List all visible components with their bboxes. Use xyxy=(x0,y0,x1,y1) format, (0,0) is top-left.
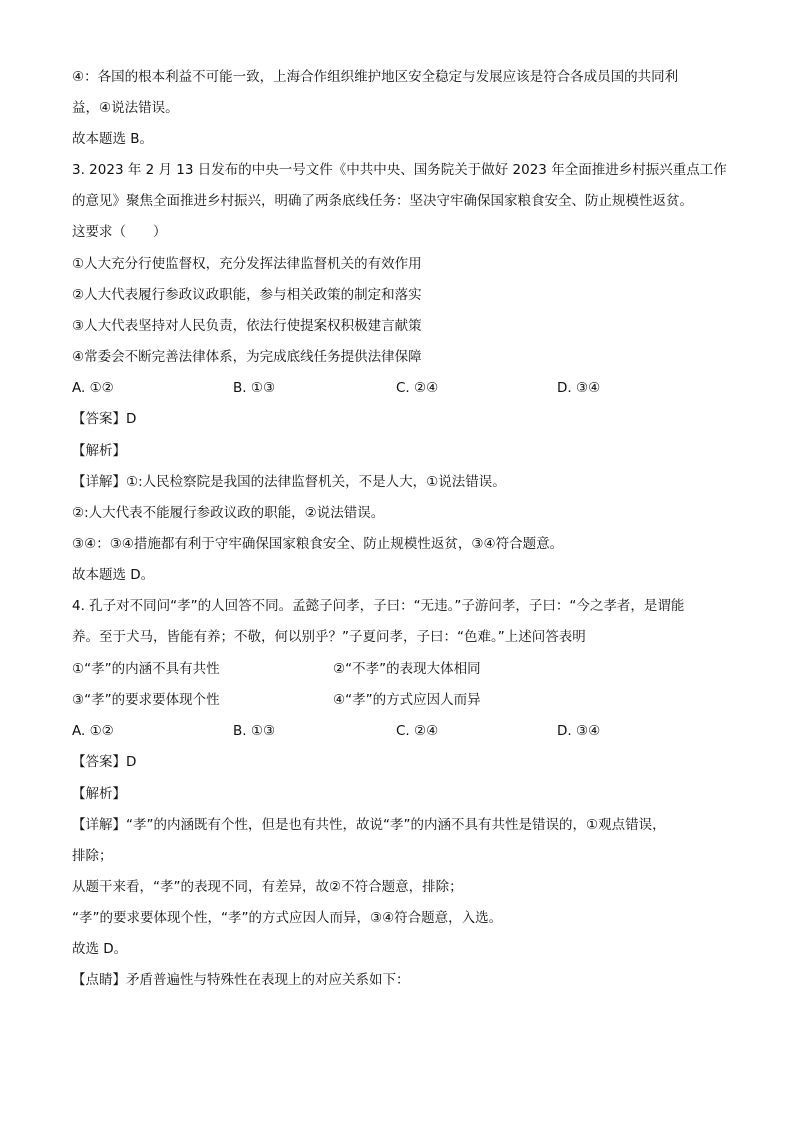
q4-item-2: ②“不孝”的表现大体相同 xyxy=(333,661,481,677)
q3-option-b: B. ①③ xyxy=(233,380,276,396)
q4-option-a: A. ①② xyxy=(72,723,114,739)
q4-item-1: ①“孝”的内涵不具有共性 xyxy=(72,661,220,677)
q4-stem-line-1: 4. 孔子对不同问“孝”的人回答不同。孟懿子问孝，子曰：“无违。”子游问孝，子曰：“今之孝者，是谓能 xyxy=(72,598,685,614)
prev-analysis-line-1: ④：各国的根本利益不可能一致，上海合作组织维护地区安全稳定与发展应该是符合各成员国的共同利 xyxy=(72,69,679,85)
q4-option-c: C. ②④ xyxy=(396,723,439,739)
q4-item-4: ④“孝”的方式应因人而异 xyxy=(333,692,481,708)
q3-detail-3: ③④：③④措施都有利于守牢确保国家粮食安全、防止规模性返贫，③④符合题意。 xyxy=(72,536,564,552)
q4-detail-3: 从题干来看，“孝”的表现不同，有差异，故②不符合题意，排除； xyxy=(72,879,463,895)
q4-detail-1: 【详解】“孝”的内涵既有个性，但是也有共性，故说“孝”的内涵不具有共性是错误的，①观点错误， xyxy=(72,817,666,833)
q3-stem-line-1: 3. 2023 年 2 月 13 日发布的中央一号文件《中共中央、国务院关于做好 2023 年全面推进乡村振兴重点工作 xyxy=(72,162,727,178)
q3-analysis-heading: 【解析】 xyxy=(72,443,126,459)
q3-item-1: ①人大充分行使监督权，充分发挥法律监督机关的有效作用 xyxy=(72,256,422,272)
q4-answer: 【答案】D xyxy=(72,754,137,770)
prev-conclusion: 故本题选 B。 xyxy=(72,131,154,147)
q4-detail-2: 排除； xyxy=(72,848,113,864)
q3-option-a: A. ①② xyxy=(72,380,114,396)
q4-analysis-heading: 【解析】 xyxy=(72,786,126,802)
q3-item-3: ③人大代表坚持对人民负责，依法行使提案权积极建言献策 xyxy=(72,318,422,334)
q4-stem-line-2: 养。至于犬马，皆能有养；不敬，何以别乎？”子夏问孝，子曰：“色难。”上述问答表明 xyxy=(72,629,586,645)
q3-detail-1: 【详解】①:人民检察院是我国的法律监督机关，不是人大，①说法错误。 xyxy=(72,474,506,490)
prev-analysis-line-2: 益，④说法错误。 xyxy=(72,100,179,116)
q4-option-d: D. ③④ xyxy=(557,723,601,739)
q3-detail-2: ②:人大代表不能履行参政议政的职能，②说法错误。 xyxy=(72,505,385,521)
q4-detail-4: “孝”的要求要体现个性，“孝”的方式应因人而异，③④符合题意，入选。 xyxy=(72,910,503,926)
q4-option-b: B. ①③ xyxy=(233,723,276,739)
q3-answer: 【答案】D xyxy=(72,411,137,427)
q3-option-d: D. ③④ xyxy=(557,380,601,396)
q4-item-3: ③“孝”的要求要体现个性 xyxy=(72,692,220,708)
q3-conclusion: 故本题选 D。 xyxy=(72,567,155,583)
q3-stem-line-2: 的意见》聚焦全面推进乡村振兴，明确了两条底线任务：坚决守牢确保国家粮食安全、防止规模性返贫。 xyxy=(72,193,693,209)
q4-note: 【点睛】矛盾普遍性与特殊性在表现上的对应关系如下： xyxy=(72,972,410,988)
q3-item-2: ②人大代表履行参政议政职能，参与相关政策的制定和落实 xyxy=(72,287,422,303)
q3-option-c: C. ②④ xyxy=(396,380,439,396)
q3-stem-line-3: 这要求（ ） xyxy=(72,224,167,240)
q4-conclusion: 故选 D。 xyxy=(72,941,128,957)
q3-item-4: ④常委会不断完善法律体系，为完成底线任务提供法律保障 xyxy=(72,349,422,365)
